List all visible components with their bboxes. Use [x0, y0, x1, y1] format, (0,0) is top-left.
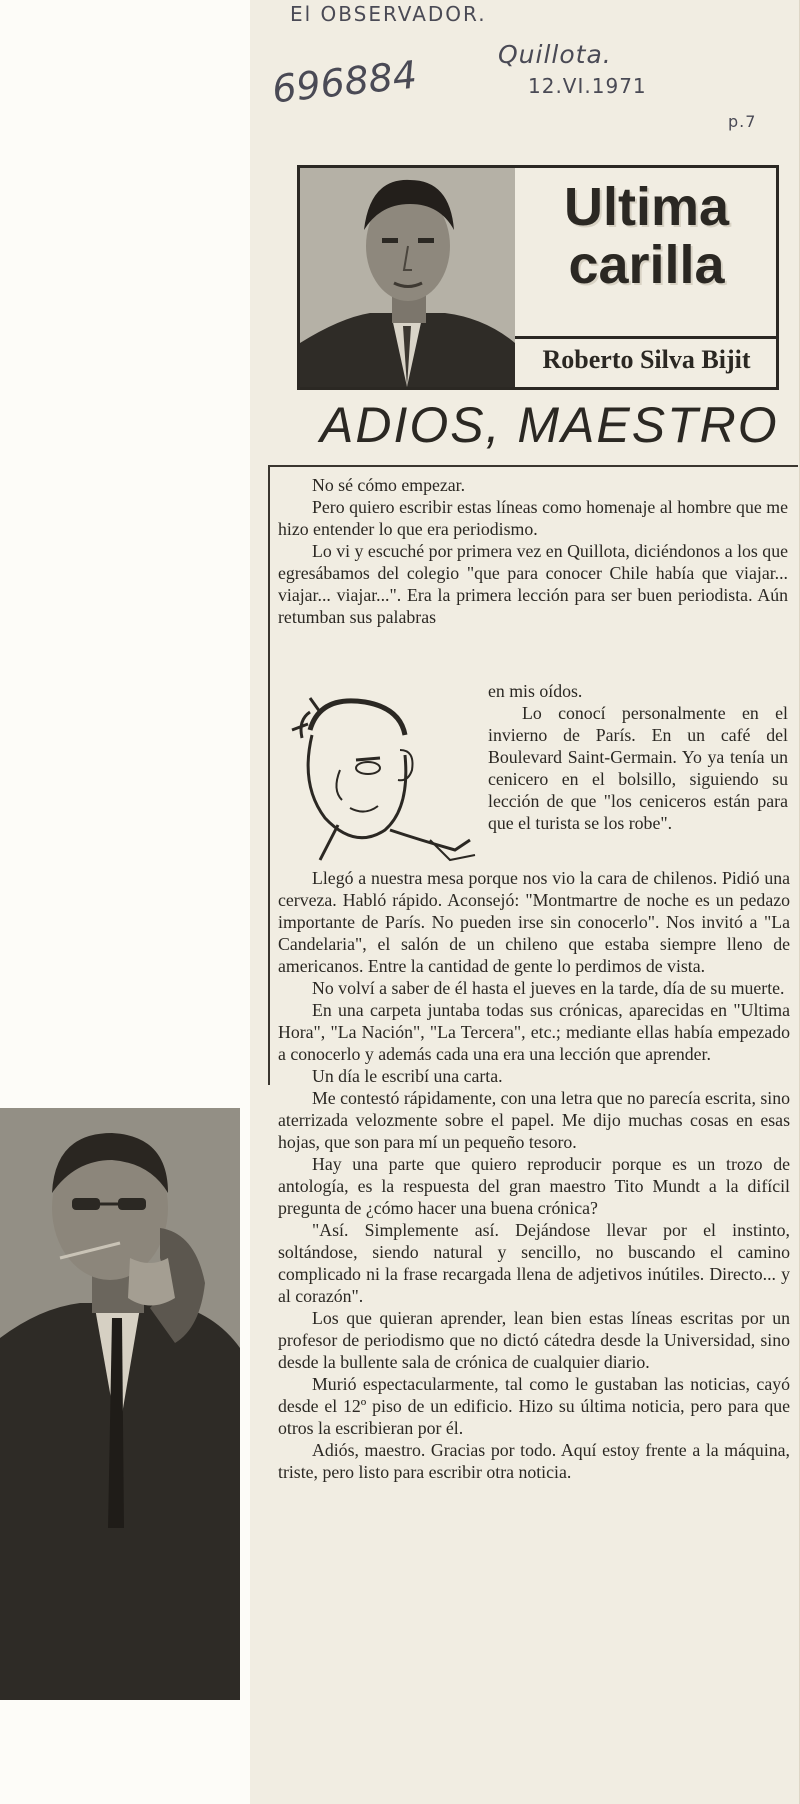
column-title-line1: Ultima	[563, 177, 730, 237]
caricature-drawing	[280, 690, 480, 868]
article-headline: ADIOS, MAESTRO	[320, 397, 779, 453]
paragraph: Hay una parte que quiero reproducir porque es un trozo de antología, es la respuesta del gran maestro Tito Mundt a la difícil pregunta de ¿cómo hacer una buena crónica?	[278, 1154, 790, 1218]
paragraph: Adiós, maestro. Gracias por todo. Aquí estoy frente a la máquina, triste, pero listo para escribir otra noticia.	[278, 1440, 790, 1482]
column-banner	[297, 165, 779, 390]
paragraph: Me contestó rápidamente, con una letra que no parecía escrita, sino aterrizada velozmente sobre el papel. Me dijo muchas cosas en esas hojas, que son para mí un pequeño tesoro.	[278, 1088, 790, 1152]
paragraph: No sé cómo empezar.	[312, 475, 466, 495]
paragraph: Lo vi y escuché por primera vez en Quillota, diciéndonos a los que egresábamos del colegio "que para conocer Chile había que viajar... viajar... viajar...". Era la primera lección para ser buen periodista. Aún retumban sus palabras	[278, 541, 788, 627]
divider-rule	[268, 465, 798, 467]
column-title-line2: carilla	[568, 235, 725, 295]
article-body-main	[278, 867, 790, 1483]
handwritten-newspaper-name: El OBSERVADOR.	[290, 2, 487, 26]
article-body-side	[488, 680, 788, 834]
handwritten-city: Quillota.	[498, 40, 612, 69]
paragraph: En una carpeta juntaba todas sus crónicas, aparecidas en "Ultima Hora", "La Nación", "La Tercera", etc.; mediante ellas había empezado a conocerlo y además cada una era una lección que aprender.	[278, 1000, 790, 1064]
article-body-intro	[278, 474, 788, 628]
subject-photo-telephone	[0, 1108, 240, 1700]
paragraph: Murió espectacularmente, tal como le gustaban las noticias, cayó desde el 12º piso de un edificio. Hizo su última noticia, pero para que otros la escribieran por él.	[278, 1374, 790, 1438]
paragraph: en mis oídos.	[488, 681, 583, 701]
author-byline: Roberto Silva Bijit	[515, 336, 778, 379]
paragraph: "Así. Simplemente así. Dejándose llevar por el instinto, soltándose, siendo natural y sencillo, no buscando el camino complicado ni la frase recargada llena de adjetivos inútiles. Directo... y al corazón".	[278, 1220, 790, 1306]
column-title	[515, 178, 778, 294]
paragraph: Los que quieran aprender, lean bien estas líneas escritas por un profesor de periodismo que no dictó cátedra desde la Universidad, sino desde la bullente sala de crónica de cualquier diario.	[278, 1308, 790, 1372]
handwritten-date: 12.VI.1971	[528, 74, 647, 98]
divider-rule-vertical	[268, 465, 270, 1085]
paragraph: Pero quiero escribir estas líneas como homenaje al hombre que me hizo entender lo que era periodismo.	[278, 497, 788, 539]
handwritten-page: p.7	[728, 112, 757, 131]
handwritten-archive-number: 696884	[270, 52, 419, 112]
paragraph: No volví a saber de él hasta el jueves en la tarde, día de su muerte.	[312, 978, 785, 998]
paragraph: Lo conocí personalmente en el invierno de París. En un café del Boulevard Saint-Germain. Yo ya tenía un cenicero en el bolsillo, siguiendo su lección de que "los ceniceros están para que el turista se los robe".	[488, 703, 788, 833]
author-portrait-photo	[300, 168, 515, 387]
paragraph: Un día le escribí una carta.	[312, 1066, 503, 1086]
paragraph: Llegó a nuestra mesa porque nos vio la cara de chilenos. Pidió una cerveza. Habló rápido. Aconsejó: "Montmartre de noche es un pedazo importante de París. No pueden irse sin conocerlo". Nos invitó a "La Candelaria", el salón de un chileno que estaba siempre lleno de americanos. Entre la cantidad de gente lo perdimos de vista.	[278, 868, 790, 976]
